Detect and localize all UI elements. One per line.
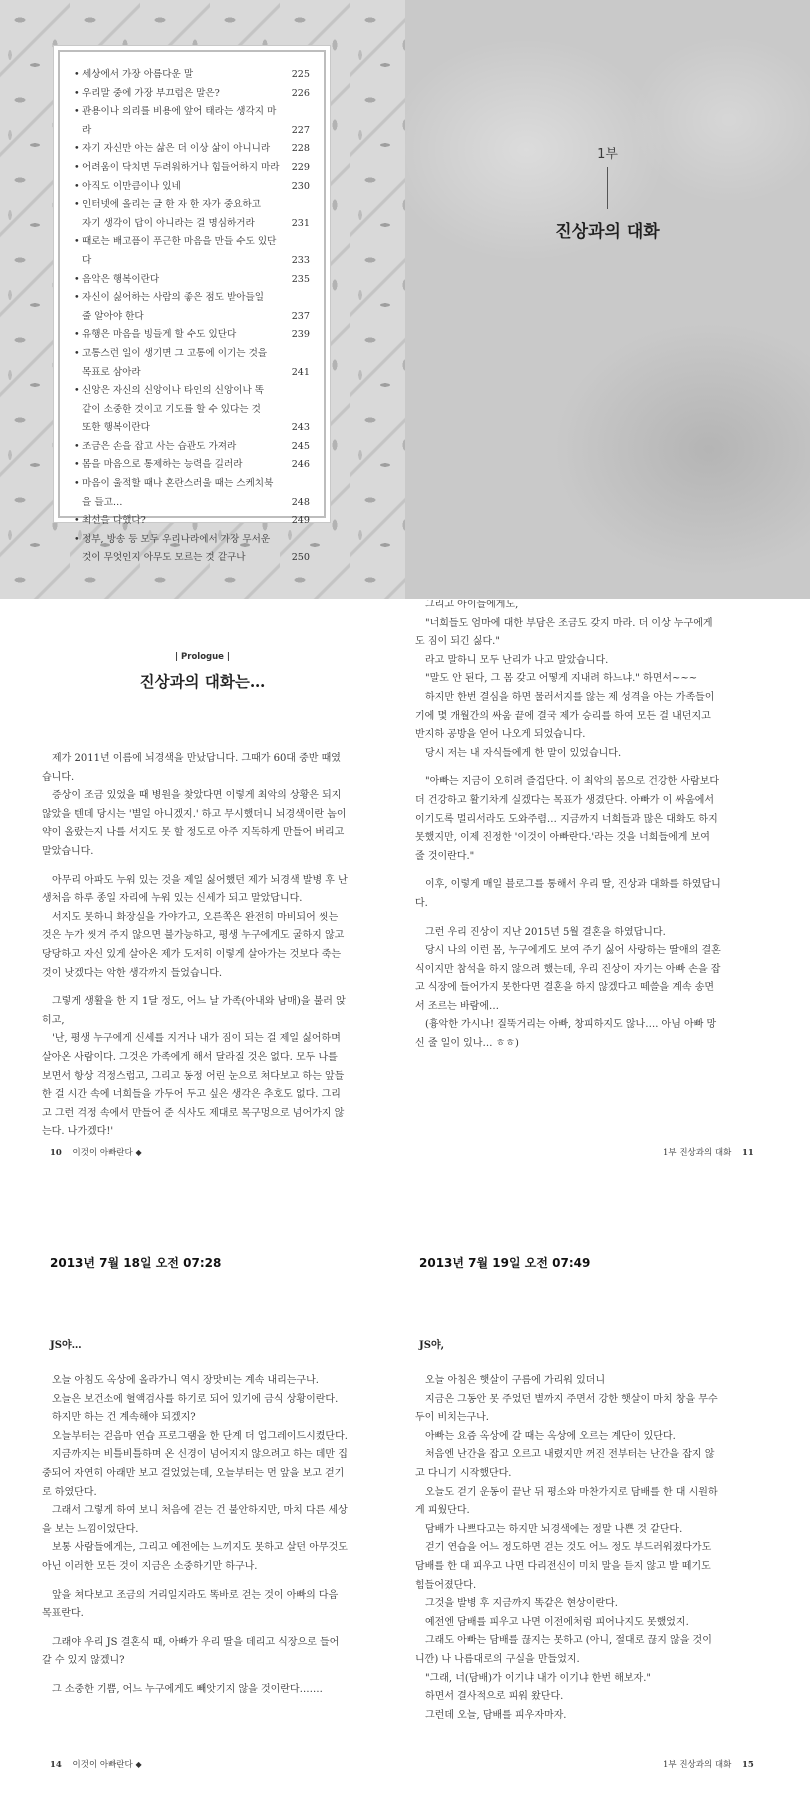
prologue-body-right [415, 600, 721, 1064]
part-title-page [405, 0, 810, 599]
toc-entry-page: 250 [291, 552, 310, 564]
body-paragraph: 하면서 결사적으로 피워 왔단다. [425, 1691, 564, 1703]
toc-entry-page: 227 [291, 124, 310, 136]
body-paragraph: 예전엔 담배를 피우고 나면 이전에처럼 피어나지도 못했었지. [425, 1616, 689, 1628]
toc-entry-title: 세상에서 가장 아름다운 말 [82, 69, 194, 80]
body-paragraph: 하지만 한번 결심을 하면 물러서지를 않는 제 성격을 아는 가족들이기에 몇 개월간의 싸움 끝에 결국 제가 승리를 하여 모든 걸 내던지고 반지하 공방을 얻어 나오게 되었습니다. [415, 691, 715, 741]
body-paragraph: 그런 우리 진상이 지난 2015년 5월 결혼을 하였답니다. [425, 926, 666, 938]
toc-entry-title: 최선을 다했다? [82, 515, 146, 527]
toc-entry [74, 326, 310, 345]
page-footer-left [50, 1146, 142, 1158]
toc-entry-title: 인터넷에 올리는 글 한 자 한 자가 중요하고 자기 생각이 답이 아니라는 걸 명심하거라 [82, 199, 261, 229]
body-paragraph: 오늘부터는 걷음마 연습 프로그램을 한 단계 더 업그레이드시켰단다. [52, 1430, 348, 1442]
part-title: 진상과의 대화 [555, 222, 660, 242]
body-paragraph: 당시 나의 이런 몸, 누구에게도 보여 주기 싫어 사랑하는 딸애의 결혼식이지만 참석을 하지 않으려 했는데, 우리 진상이 자기는 아빠 손을 잡고 식장에 들어가지 못한다면 결혼을 하지 않겠다고 떼쓸을 계속 송면서 조르는 바람에… [415, 945, 721, 1012]
body-paragraph: "아빠는 지금이 오히려 즐겁단다. 이 최악의 몸으로 건강한 사람보다 더 건강하고 활기차게 실겠다는 목표가 생겼단다. 아빠가 이 싸움에서 이기도록 멀리서라도 도와주렴… 지금까지 너희들과 많은 대화도 하지 못했지만, 이제 진정한 '이것이 아빠란다.'라는 것을 너희들에게 보여 줄 것이란다." [415, 776, 720, 862]
body-paragraph: 당시 저는 내 자식들에게 한 말이 있었습니다. [425, 747, 622, 759]
letter-page-left [0, 1200, 405, 1800]
bullet-icon: • [74, 385, 80, 397]
letter-body-right [415, 1372, 721, 1735]
bullet-icon: • [74, 69, 80, 80]
paragraph-block [42, 750, 348, 862]
paragraph-block [415, 600, 721, 763]
toc-entry-page: 246 [291, 459, 310, 471]
toc-page [0, 0, 405, 599]
body-paragraph: 걷기 연습을 어느 정도하면 걷는 것도 어느 정도 부드러워졌다가도 담배를 한 대 피우고 나면 다리전신이 미치 말을 듣지 않고 발 떼기도 힘들어졌단다. [415, 1542, 712, 1591]
body-paragraph: 그런데 오늘, 담배를 피우자마자. [425, 1709, 567, 1721]
body-paragraph: 오늘도 걷기 운동이 끝난 뒤 평소와 마찬가지로 담배를 한 대 시원하게 피웠단다. [415, 1486, 718, 1517]
book-title: 이것이 아빠란다 [72, 1148, 133, 1158]
body-paragraph: "너희들도 엄마에 대한 부담은 조금도 갖지 마라. 더 이상 누구에게도 짐이 되긴 싫다." [415, 617, 713, 648]
bullet-icon: • [74, 87, 80, 99]
toc-entry [74, 475, 310, 512]
page-number: 14 [50, 1760, 62, 1770]
body-paragraph: (흉악한 가시나! 질뚝거리는 아빠, 창피하지도 않나…. 아님 아빠 망신 줄 일이 있나… ㅎㅎ) [415, 1019, 717, 1050]
toc-entry-page: 237 [291, 310, 310, 322]
bullet-icon: • [74, 236, 80, 248]
body-paragraph: 그렇게 생활을 한 지 1달 정도, 어느 날 가족(아내와 남매)을 불러 앉히고, [42, 996, 346, 1026]
letter-page-right [405, 1200, 810, 1800]
body-paragraph: 처음엔 난간을 잡고 오르고 내렸지만 꺼진 전부터는 난간을 잡지 않고 다니기 시작했단다. [415, 1449, 715, 1479]
bullet-icon: • [74, 329, 80, 341]
bullet-icon: • [74, 440, 80, 452]
toc-entry-title: 유행은 마음을 빙들게 할 수도 있단다 [82, 329, 237, 341]
body-paragraph: 오늘은 보건소에 혈액검사를 하기로 되어 있기에 금식 상황이란다. [52, 1393, 339, 1405]
body-paragraph: 하지만 하는 건 계속해야 되겠지? [52, 1412, 196, 1424]
toc-entry [74, 233, 310, 270]
body-paragraph: "그래, 너(담배)가 이기냐 내가 이기냐 한번 해보자." [425, 1672, 651, 1684]
bullet-icon: • [74, 459, 80, 471]
spread-letters [0, 1200, 810, 1800]
body-paragraph: 보통 사람들에게는, 그리고 예전에는 느끼지도 못하고 살던 아무것도 아닌 이러한 모든 것이 지금은 소중하기만 하구나. [42, 1542, 348, 1572]
letter-greeting: JS야… [50, 1340, 82, 1351]
body-paragraph: 담배가 나쁘다고는 하지만 뇌경색에는 정말 나쁜 것 같단다. [425, 1523, 683, 1535]
toc-entry-page: 249 [291, 515, 310, 527]
body-paragraph: 오늘 아침은 햇살이 구름에 가리워 있더니 [425, 1375, 606, 1386]
bullet-icon: • [74, 478, 80, 490]
body-paragraph: 제가 2011년 이름에 뇌경색을 만났답니다. 그때가 60대 중반 때였습니다. [42, 753, 341, 783]
part-name: 1부 진상과의 대화 [663, 1760, 732, 1770]
toc-entry-title: 신앙은 자신의 신앙이나 타인의 신앙이나 똑 같이 소중한 것이고 기도를 할 수 있다는 것 또한 행복이란다 [82, 385, 265, 434]
page-number: 15 [742, 1760, 754, 1770]
letter-date: 2013년 7월 19일 오전 07:49 [419, 1256, 591, 1270]
toc-entry [74, 196, 310, 233]
bullet-icon: • [74, 143, 80, 155]
page-number: 11 [742, 1148, 754, 1158]
body-paragraph: 아빠는 요즘 옥상에 갈 때는 옥상에 오르는 계단이 있단다. [425, 1430, 676, 1442]
body-paragraph: 그 소중한 기쁨, 어느 누구에게도 빼앗기지 않을 것이란다……. [52, 1683, 323, 1695]
toc-entry [74, 66, 310, 85]
prologue-body-left [42, 750, 348, 1152]
toc-entry-page: 226 [291, 87, 310, 99]
letter-body-left [42, 1372, 348, 1710]
toc-entry-title: 자신이 싫어하는 사람의 좋은 점도 받아들일 줄 알아야 한다 [82, 292, 265, 322]
toc-entry-title: 몸을 마음으로 통제하는 능력을 길러라 [82, 459, 243, 471]
toc-entry-title: 정부, 방송 등 모두 우리나라에서 가장 무서운 것이 무엇인지 아무도 모르는 것 같구나 [82, 533, 271, 564]
toc-entry [74, 531, 310, 568]
bullet-icon: • [74, 515, 80, 527]
body-paragraph: 그래도 아빠는 담배를 끊지는 못하고 (아니, 절대로 끊지 않을 것이니깐) 나 나름대로의 구실을 만들었지. [415, 1635, 712, 1665]
prologue-title: 진상과의 대화는… [139, 672, 266, 691]
toc-entry-title: 마음이 울적할 때나 혼란스러울 때는 스케치북을 들고… [82, 478, 274, 508]
toc-entry-title: 조금은 손을 잡고 사는 습관도 가져라 [82, 440, 237, 452]
toc-entry-page: 243 [291, 422, 310, 434]
body-paragraph: 지금은 그동안 못 주었던 볕까지 주면서 강한 햇살이 마치 창을 무수두이 비치는구나. [415, 1393, 718, 1424]
toc-entry-title: 우리말 중에 가장 부끄럽은 말은? [82, 87, 220, 99]
toc-entry-page: 229 [291, 161, 310, 173]
body-paragraph: 아무리 아파도 누워 있는 것을 제일 싫어했던 제가 뇌경색 발병 후 난생처음 하루 종일 자리에 누워 있는 신세가 되고 말았답니다. [42, 874, 348, 905]
paragraph-block [42, 993, 348, 1142]
toc-entry-title: 음악은 행복이란다 [82, 273, 160, 285]
prologue-page-left [0, 600, 405, 1199]
toc-entry-title: 자기 자신만 아는 삶은 더 이상 삶이 아니니라 [82, 143, 271, 155]
paragraph-block [42, 872, 348, 984]
paragraph-block [415, 876, 721, 913]
toc-entry-page: 248 [291, 496, 310, 508]
footer-ornament-icon: ◆ [135, 1148, 142, 1157]
body-paragraph: 그것을 발병 후 지금까지 똑같은 현상이란다. [425, 1598, 618, 1610]
body-paragraph: 지금까지는 비틀비틀하며 온 신경이 넘어지지 않으려고 하는 데만 집중되어 자연히 아래만 보고 걸었었는데, 오늘부터는 먼 앞을 보고 걷기로 하였단다. [42, 1449, 348, 1498]
part-label: 1부 [597, 147, 618, 162]
bullet-icon: • [74, 292, 80, 304]
toc-entry [74, 382, 310, 438]
toc-entry [74, 271, 310, 290]
toc-entry [74, 289, 310, 326]
bullet-icon: • [74, 180, 80, 192]
body-paragraph: '난, 평생 누구에게 신세를 지거나 내가 짐이 되는 걸 제일 싫어하며 살아온 사람이다. 그것은 가족에게 해서 달라질 것은 없다. 모두 나를 보면서 항상 걱정스럽고, 그리고 동정 어린 눈으로 쳐다보고 하는 앞들한 걸 시간 속에 너희들을 가두어 두고 싶은 생각은 추호도 없다. 그리고 그런 걱정 속에서 만들어 준 식사도 제대로 목구멍으로 넘어가지 않는다. 나가겠다!' [42, 1033, 345, 1138]
page-footer-right [663, 1758, 754, 1770]
body-paragraph: 오늘 아침도 옥상에 올라가니 역시 장맛비는 계속 내리는구나. [52, 1375, 319, 1386]
toc-entry [74, 159, 310, 178]
body-paragraph: 서지도 못하니 화장실을 가야가고, 오른쪽은 완전히 마비되어 씻는 것은 누가 씻겨 주지 않으면 불가능하고, 평생 누구에게도 굴하지 않고 당당하고 자신 있게 살아온 제가 도저히 이렇게 살아가는 것보다 죽는 것이 낫겠다는 악한 생각까지 들었습니다. [42, 911, 345, 979]
paragraph-block [42, 1372, 348, 1577]
spread-prologue [0, 600, 810, 1199]
part-name: 1부 진상과의 대화 [663, 1148, 732, 1158]
bullet-icon: • [74, 533, 80, 545]
toc-entry-title: 고통스런 일이 생기면 그 고통에 이기는 것을 목표로 삼아라 [82, 347, 268, 378]
letter-greeting: JS야, [419, 1340, 445, 1351]
body-paragraph: 그리고 아이들에게도, [425, 600, 519, 610]
toc-entry [74, 512, 310, 531]
prologue-label: | Prologue | [174, 652, 231, 662]
spread-toc-part1 [0, 0, 810, 599]
prologue-page-right [405, 600, 810, 1199]
paragraph-block [42, 1681, 348, 1700]
body-paragraph: 라고 말하니 모두 난리가 나고 말았습니다. [425, 654, 609, 666]
toc-entry [74, 345, 310, 382]
body-paragraph: 증상이 조금 있었을 때 병원을 찾았다면 이렇게 최악의 상황은 되지 않았을 텐데 당시는 '별일 아니겠지.' 하고 무시했더니 뇌경색이란 놈이 약이 올랐는지 나를 서지도 못 할 정도로 아주 지독하게 만들어 버리고 말았습니다. [42, 790, 347, 857]
toc-entry-title: 때로는 배고픔이 푸근한 마음을 만들 수도 있단다 [82, 236, 277, 266]
body-paragraph: 그래야 우리 JS 결혼식 때, 아빠가 우리 딸을 데리고 식장으로 들어갈 수 있지 않겠니? [42, 1636, 340, 1667]
page-number: 10 [50, 1148, 62, 1158]
toc-entry-page: 230 [291, 180, 310, 192]
bullet-icon: • [74, 199, 80, 211]
body-paragraph: 이후, 이렇게 매일 블로그를 통해서 우리 딸, 진상과 대화를 하였답니다. [415, 879, 721, 909]
footer-ornament-icon: ◆ [135, 1760, 142, 1769]
toc-box [58, 50, 326, 564]
bullet-icon: • [74, 273, 80, 285]
toc-entry-title: 아직도 이만큼이나 있네 [82, 180, 181, 192]
body-paragraph: 그래서 그렇게 하여 보니 처음에 걷는 건 불안하지만, 마치 다른 세상을 보는 느낌이었단다. [42, 1505, 348, 1535]
body-paragraph: "말도 안 된다, 그 몸 갖고 어떻게 지내려 하느냐." 하면서~~~ [425, 673, 698, 685]
toc-entry [74, 456, 310, 475]
toc-entry-page: 233 [291, 254, 310, 266]
toc-entry-page: 235 [291, 273, 310, 285]
toc-entry [74, 140, 310, 159]
toc-entry-page: 239 [291, 329, 310, 341]
toc-entry-title: 관용이나 의리를 비용에 앞어 태라는 생각지 마라 [82, 106, 277, 136]
paragraph-block [42, 1634, 348, 1671]
toc-entry [74, 85, 310, 104]
toc-entry-page: 228 [291, 143, 310, 155]
toc-entry-page: 245 [291, 440, 310, 452]
bullet-icon: • [74, 161, 80, 173]
toc-entry [74, 178, 310, 197]
paragraph-block [42, 1587, 348, 1624]
page-footer-right [663, 1146, 754, 1158]
letter-date: 2013년 7월 18일 오전 07:28 [50, 1256, 222, 1270]
toc-entry [74, 438, 310, 457]
toc-entry [74, 103, 310, 140]
bullet-icon: • [74, 106, 80, 118]
part-divider-line [607, 167, 608, 209]
toc-entry-page: 225 [291, 69, 310, 80]
paragraph-block [415, 1372, 721, 1725]
toc-entry-page: 241 [291, 366, 310, 378]
body-paragraph: 앞을 쳐다보고 조금의 거리일지라도 똑바로 걷는 것이 아빠의 다음 목표란다. [42, 1589, 339, 1620]
paragraph-block [415, 924, 721, 1054]
paragraph-block [415, 773, 721, 866]
bullet-icon: • [74, 347, 80, 359]
page-footer-left [50, 1758, 142, 1770]
toc-entry-page: 231 [291, 217, 310, 229]
toc-entry-title: 어려움이 닥치면 두려워하거나 힘들어하지 마라 [82, 161, 280, 173]
book-title: 이것이 아빠란다 [72, 1760, 133, 1770]
